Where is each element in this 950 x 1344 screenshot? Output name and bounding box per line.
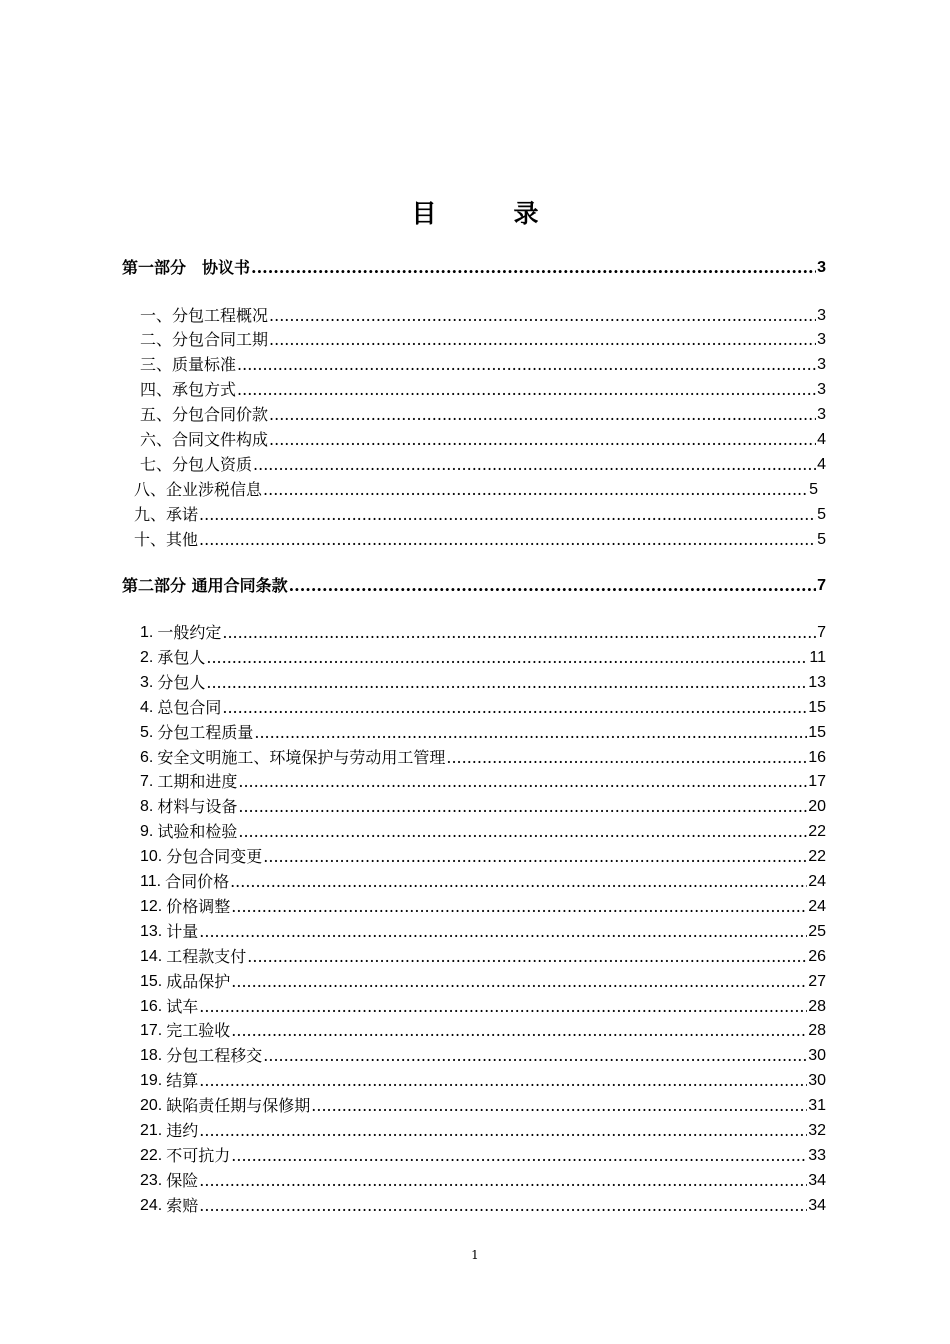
toc-page-number: 5 bbox=[817, 531, 826, 548]
toc-leader bbox=[206, 672, 807, 694]
toc-entry[interactable] bbox=[140, 1070, 826, 1092]
page-footer-number: 1 bbox=[471, 1248, 479, 1262]
toc-section-number: 20. bbox=[140, 1097, 163, 1114]
toc-page-number: 7 bbox=[817, 624, 826, 641]
toc-entry[interactable] bbox=[140, 1195, 826, 1217]
toc-leader bbox=[231, 971, 807, 993]
toc-page-number: 30 bbox=[808, 1072, 826, 1089]
toc-label: 工程款支付 bbox=[166, 947, 247, 966]
toc-entry[interactable] bbox=[140, 921, 826, 943]
toc-label: 五、分包合同价款 bbox=[140, 405, 269, 424]
toc-leader bbox=[254, 722, 807, 744]
toc-section-number: 5. bbox=[140, 724, 154, 741]
toc-page-number: 17 bbox=[808, 773, 826, 790]
toc-label: 三、质量标准 bbox=[140, 355, 237, 374]
toc-leader bbox=[269, 404, 816, 426]
toc-label: 分包工程质量 bbox=[157, 723, 254, 742]
toc-leader bbox=[269, 305, 816, 327]
toc-label: 计量 bbox=[166, 922, 199, 941]
toc-label: 分包工程移交 bbox=[166, 1046, 263, 1065]
toc-section-number: 6. bbox=[140, 749, 154, 766]
toc-page-number: 30 bbox=[808, 1047, 826, 1064]
toc-label: 试车 bbox=[166, 997, 199, 1016]
toc-entry[interactable] bbox=[140, 354, 826, 376]
toc-page-number: 25 bbox=[808, 923, 826, 940]
toc-label: 索赔 bbox=[166, 1196, 199, 1215]
toc-entry[interactable] bbox=[140, 871, 826, 893]
toc-section-number: 24. bbox=[140, 1197, 163, 1214]
toc-label: 成品保护 bbox=[166, 972, 231, 991]
toc-entry[interactable] bbox=[140, 747, 826, 769]
toc-page-number: 33 bbox=[808, 1147, 826, 1164]
toc-section-number: 17. bbox=[140, 1022, 163, 1039]
toc-section-number: 2. bbox=[140, 649, 154, 666]
toc-entry[interactable] bbox=[140, 622, 826, 644]
toc-entry[interactable] bbox=[140, 1120, 826, 1142]
toc-label: 分包人 bbox=[157, 673, 206, 692]
toc-page-number: 3 bbox=[817, 381, 826, 398]
toc-leader bbox=[199, 996, 807, 1018]
toc-label: 缺陷责任期与保修期 bbox=[166, 1096, 311, 1115]
toc-label: 九、承诺 bbox=[134, 505, 199, 524]
toc-leader bbox=[199, 1170, 807, 1192]
toc-label: 保险 bbox=[166, 1171, 199, 1190]
toc-leader bbox=[222, 697, 807, 719]
toc-entry[interactable] bbox=[134, 479, 818, 501]
toc-entry[interactable] bbox=[140, 647, 826, 669]
toc-label: 第二部分 通用合同条款 bbox=[122, 576, 288, 595]
toc-page-number: 28 bbox=[808, 998, 826, 1015]
toc-leader bbox=[269, 429, 816, 451]
toc-label: 一、分包工程概况 bbox=[140, 306, 269, 325]
toc-leader bbox=[251, 257, 816, 279]
toc-section-number: 18. bbox=[140, 1047, 163, 1064]
toc-leader bbox=[231, 1020, 807, 1042]
page-title: 目 录 bbox=[411, 199, 565, 228]
toc-page-number: 5 bbox=[809, 481, 818, 498]
toc-section-number: 10. bbox=[140, 848, 163, 865]
toc-leader bbox=[237, 379, 816, 401]
toc-label: 承包人 bbox=[157, 648, 206, 667]
toc-leader bbox=[199, 504, 816, 526]
toc-leader bbox=[311, 1095, 807, 1117]
toc-label: 十、其他 bbox=[134, 530, 199, 549]
toc-label: 一般约定 bbox=[157, 623, 222, 642]
toc-page-number: 3 bbox=[817, 259, 826, 276]
toc-page-number: 3 bbox=[817, 331, 826, 348]
toc-entry[interactable] bbox=[140, 1045, 826, 1067]
toc-leader bbox=[263, 479, 808, 501]
toc-page-number: 34 bbox=[808, 1197, 826, 1214]
toc-leader bbox=[446, 747, 807, 769]
toc-leader bbox=[237, 354, 816, 376]
toc-label: 工期和进度 bbox=[157, 772, 238, 791]
toc-section-number: 13. bbox=[140, 923, 163, 940]
toc-leader bbox=[199, 1195, 807, 1217]
toc-page-number: 3 bbox=[817, 406, 826, 423]
toc-leader bbox=[238, 771, 807, 793]
toc-entry[interactable] bbox=[140, 1095, 826, 1117]
toc-label: 安全文明施工、环境保护与劳动用工管理 bbox=[157, 748, 446, 767]
toc-leader bbox=[206, 647, 808, 669]
toc-page-number: 22 bbox=[808, 848, 826, 865]
toc-leader bbox=[289, 575, 817, 597]
toc-label: 四、承包方式 bbox=[140, 380, 237, 399]
toc-page-number: 22 bbox=[808, 823, 826, 840]
toc-leader bbox=[238, 821, 807, 843]
toc-section-number: 4. bbox=[140, 699, 154, 716]
toc-page-number: 26 bbox=[808, 948, 826, 965]
toc-entry[interactable] bbox=[140, 697, 826, 719]
toc-entry[interactable] bbox=[140, 454, 826, 476]
toc-page-number: 24 bbox=[808, 898, 826, 915]
toc-leader bbox=[263, 846, 807, 868]
toc-entry[interactable] bbox=[134, 529, 826, 551]
toc-page-number: 15 bbox=[808, 699, 826, 716]
toc-label: 合同价格 bbox=[165, 872, 230, 891]
toc-page-number: 24 bbox=[808, 873, 826, 890]
toc-label: 价格调整 bbox=[166, 897, 231, 916]
toc-section-number: 23. bbox=[140, 1172, 163, 1189]
toc-entry[interactable] bbox=[140, 722, 826, 744]
toc-page-number: 5 bbox=[817, 506, 826, 523]
toc-section-number: 8. bbox=[140, 798, 154, 815]
toc-label: 不可抗力 bbox=[166, 1146, 231, 1165]
toc-section-number: 19. bbox=[140, 1072, 163, 1089]
toc-page-number: 3 bbox=[817, 307, 826, 324]
toc-page-number: 28 bbox=[808, 1022, 826, 1039]
toc-entry[interactable] bbox=[140, 404, 826, 426]
toc-entry[interactable] bbox=[140, 821, 826, 843]
toc-entry[interactable] bbox=[134, 504, 826, 526]
toc-section-number: 9. bbox=[140, 823, 154, 840]
toc-label: 总包合同 bbox=[157, 698, 222, 717]
toc-entry[interactable] bbox=[140, 305, 826, 327]
toc-entry[interactable] bbox=[140, 1145, 826, 1167]
toc-entry[interactable] bbox=[140, 846, 826, 868]
toc-section-number: 14. bbox=[140, 948, 163, 965]
toc-label: 七、分包人资质 bbox=[140, 455, 253, 474]
toc-page-number: 7 bbox=[817, 577, 826, 594]
toc-page-number: 34 bbox=[808, 1172, 826, 1189]
toc-leader bbox=[199, 529, 816, 551]
toc-entry[interactable] bbox=[140, 946, 826, 968]
toc-leader bbox=[231, 896, 807, 918]
toc-page-number: 4 bbox=[817, 431, 826, 448]
toc-page-number: 11 bbox=[809, 649, 826, 666]
toc-page-number: 20 bbox=[808, 798, 826, 815]
toc-page-number: 31 bbox=[808, 1097, 826, 1114]
toc-leader bbox=[230, 871, 807, 893]
toc-entry[interactable] bbox=[140, 379, 826, 401]
toc-label: 违约 bbox=[166, 1121, 199, 1140]
toc-section-number: 16. bbox=[140, 998, 163, 1015]
toc-label: 试验和检验 bbox=[157, 822, 238, 841]
toc-label: 六、合同文件构成 bbox=[140, 430, 269, 449]
toc-leader bbox=[263, 1045, 807, 1067]
toc-page-number: 13 bbox=[808, 674, 826, 691]
toc-section-number: 21. bbox=[140, 1122, 163, 1139]
toc-leader bbox=[199, 1120, 807, 1142]
toc-entry[interactable] bbox=[140, 429, 826, 451]
toc-page-number: 16 bbox=[808, 749, 826, 766]
toc-leader bbox=[222, 622, 816, 644]
toc-label: 结算 bbox=[166, 1071, 199, 1090]
toc-entry[interactable] bbox=[140, 996, 826, 1018]
toc-part-2[interactable] bbox=[122, 575, 826, 597]
toc-section-number: 22. bbox=[140, 1147, 163, 1164]
toc-leader bbox=[269, 329, 816, 351]
toc-entry[interactable] bbox=[140, 672, 826, 694]
toc-entry[interactable] bbox=[140, 971, 826, 993]
toc-label: 完工验收 bbox=[166, 1021, 231, 1040]
toc-entry[interactable] bbox=[140, 771, 826, 793]
toc-leader bbox=[238, 796, 807, 818]
toc-leader bbox=[231, 1145, 807, 1167]
toc-page-number: 15 bbox=[808, 724, 826, 741]
toc-label: 八、企业涉税信息 bbox=[134, 480, 263, 499]
toc-section-number: 3. bbox=[140, 674, 154, 691]
toc-entry[interactable] bbox=[140, 1170, 826, 1192]
toc-section-number: 12. bbox=[140, 898, 163, 915]
toc-entry[interactable] bbox=[140, 796, 826, 818]
toc-leader bbox=[247, 946, 807, 968]
toc-section-number: 1. bbox=[140, 624, 154, 641]
toc-entry[interactable] bbox=[140, 329, 826, 351]
toc-label: 二、分包合同工期 bbox=[140, 330, 269, 349]
toc-entry[interactable] bbox=[140, 1020, 826, 1042]
toc-section-number: 7. bbox=[140, 773, 154, 790]
toc-label: 分包合同变更 bbox=[166, 847, 263, 866]
toc-section-number: 15. bbox=[140, 973, 163, 990]
toc-page-number: 32 bbox=[808, 1122, 826, 1139]
toc-page-number: 27 bbox=[808, 973, 826, 990]
toc-label: 材料与设备 bbox=[157, 797, 238, 816]
toc-part-1[interactable] bbox=[122, 257, 826, 279]
toc-page-number: 4 bbox=[817, 456, 826, 473]
toc-label: 第一部分 协议书 bbox=[122, 258, 251, 277]
toc-page-number: 3 bbox=[817, 356, 826, 373]
toc-entry[interactable] bbox=[140, 896, 826, 918]
toc-leader bbox=[253, 454, 816, 476]
toc-section-number: 11. bbox=[140, 873, 162, 890]
toc-leader bbox=[199, 921, 807, 943]
toc-leader bbox=[199, 1070, 807, 1092]
